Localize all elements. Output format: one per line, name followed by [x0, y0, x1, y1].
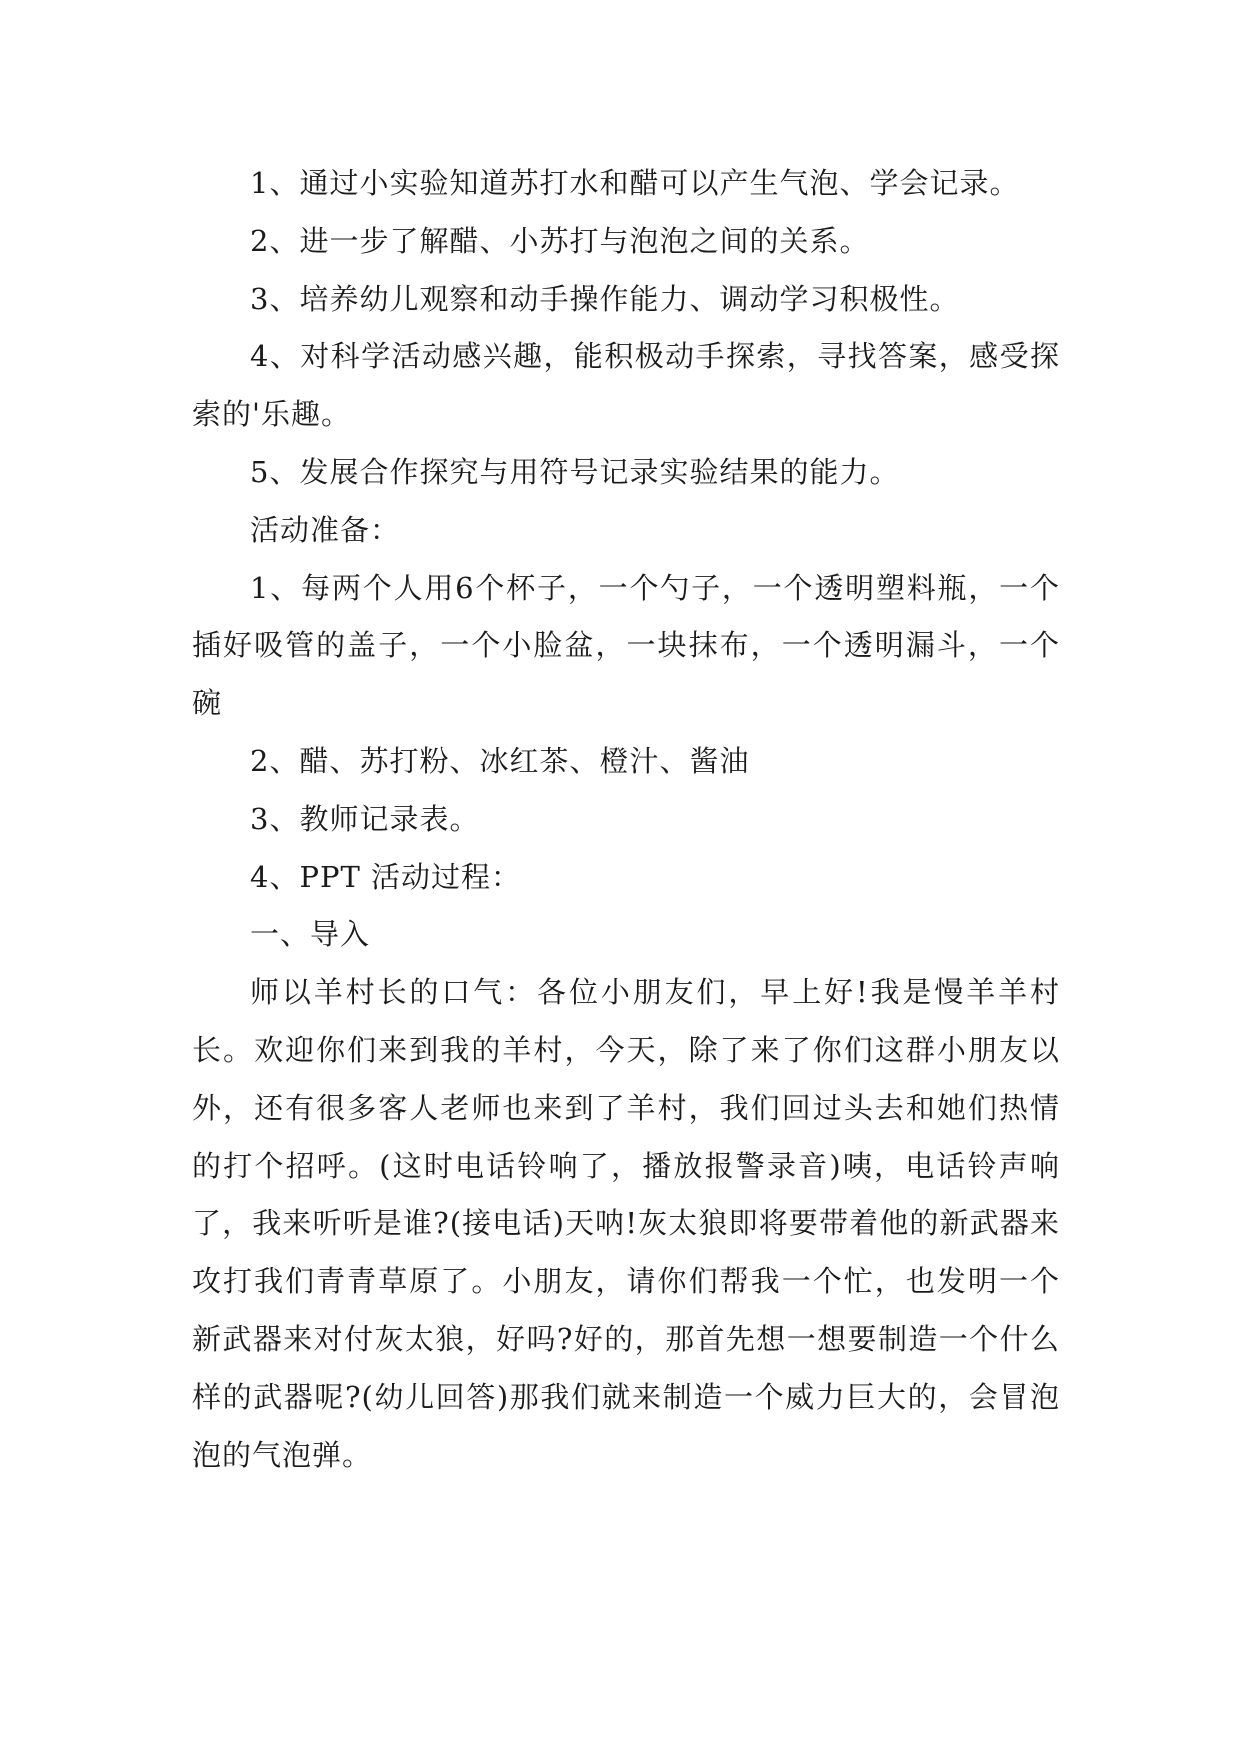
- preparation-item-2: 2、醋、苏打粉、冰红茶、橙汁、酱油: [250, 743, 750, 778]
- objective-4: 4、对科学活动感兴趣，能积极动手探索，寻找答案，感受探索的'乐趣。: [192, 339, 1060, 432]
- section-heading-intro: 一、导入: [250, 917, 371, 952]
- objective-2: 2、进一步了解醋、小苏打与泡泡之间的关系。: [250, 223, 870, 258]
- preparation-item-1: 1、每两个人用6个杯子，一个勺子，一个透明塑料瓶，一个插好吸管的盖子，一个小脸盆，一块抹布，一个透明漏斗，一个碗: [192, 570, 1060, 721]
- section-heading-preparation: 活动准备：: [250, 512, 401, 547]
- preparation-item-4: 4、PPT 活动过程：: [250, 859, 522, 894]
- objective-5: 5、发展合作探究与用符号记录实验结果的能力。: [250, 454, 900, 489]
- objective-3: 3、培养幼儿观察和动手操作能力、调动学习积极性。: [250, 281, 960, 316]
- document-body: [192, 155, 1060, 1484]
- intro-paragraph: 师以羊村长的口气：各位小朋友们，早上好!我是慢羊羊村长。欢迎你们来到我的羊村，今天，除了来了你们这群小朋友以外，还有很多客人老师也来到了羊村，我们回过头去和她们热情的打个招呼。(这时电话铃响了，播放报警录音)咦，电话铃声响了，我来听听是谁?(接电话)天呐!灰太狼即将要带着他的新武器来攻打我们青青草原了。小朋友，请你们帮我一个忙，也发明一个新武器来对付灰太狼，好吗?好的，那首先想一想要制造一个什么样的武器呢?(幼儿回答)那我们就来制造一个威力巨大的，会冒泡泡的气泡弹。: [192, 975, 1060, 1472]
- preparation-item-3: 3、教师记录表。: [250, 801, 480, 836]
- objective-1: 1、通过小实验知道苏打水和醋可以产生气泡、学会记录。: [250, 166, 1020, 200]
